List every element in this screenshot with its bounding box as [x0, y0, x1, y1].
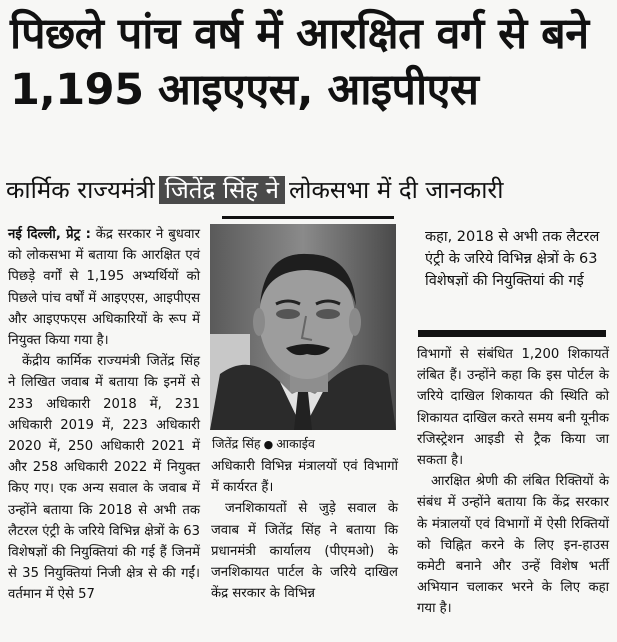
- article-column-1: [8, 224, 200, 606]
- dateline: नई दिल्ली, प्रेट्र :: [8, 227, 91, 242]
- caption-name: जितेंद्र सिंह: [212, 436, 261, 451]
- pull-quote-rule: [418, 330, 606, 337]
- article-column-3: [417, 344, 609, 620]
- column1-para1: केंद्र सरकार ने बुधवार को लोकसभा में बताया कि आरक्षित एवं पिछड़े वर्गों से 1,195 अभ्यर्थियों को पिछले पांच वर्षों में आइएएस, आइपीएस और आइएफएस अधिकारियों के रूप में नियुक्त किया गया है।: [8, 227, 200, 349]
- column3-para1: विभागों से संबंधित 1,200 शिकायतें लंबित हैं। उन्होंने कहा कि इस पोर्टल के जरिये दाखिल शिकायत की स्थिति को शिकायत दाखिल करते समय बनी यूनीक रजिस्ट्रेशन आइडी से ट्रैक किया जा सकता है।: [417, 347, 609, 469]
- minister-photo: [210, 224, 396, 430]
- pull-quote: कहा, 2018 से अभी तक लैटरल एंट्री के जरिये विभिन्न क्षेत्रों के 63 विशेषज्ञों की नियुक्तियां की गई: [425, 229, 600, 289]
- photo-top-rule: [222, 216, 394, 219]
- caption-credit: आकाईव: [276, 436, 315, 451]
- subheadline: [6, 168, 612, 212]
- subheadline-pre: कार्मिक राज्यमंत्री: [6, 176, 155, 204]
- column1-para2: केंद्रीय कार्मिक राज्यमंत्री जितेंद्र सिंह ने लिखित जवाब में बताया कि इनमें से 233 अधिकारी 2018 में, 231 अधिकारी 2019 में, 223 अधिकारी 2020 में, 250 अधिकारी 2021 में और 258 अधिकारी 2022 में नियुक्त किए गए। एक अन्य सवाल के जवाब में उन्होंने बताया कि 2018 से अभी तक लैटरल एंट्री के जरिये विभिन्न क्षेत्रों के 63 विशेषज्ञों की नियुक्तियां की गई हैं जिनमें से 35 नियुक्तियां निजी क्षेत्र से की गईं। वर्तमान में ऐसे 57: [8, 354, 200, 603]
- headline: पिछले पांच वर्ष में आरक्षित वर्ग से बने 1,195 आइएएस, आइपीएस: [10, 9, 589, 115]
- column3-para2: आरक्षित श्रेणी की लंबित रिक्तियों के संबंध में उन्होंने बताया कि केंद्र सरकार के मंत्रालयों एवं विभागों में ऐसी रिक्तियों को चिह्नित करने के लिए इन-हाउस कमेटी बनाने और उन्हें विशेष भर्ती अभियान चलाकर भरने के लिए कहा गया है।: [417, 474, 609, 617]
- column2-para1: अधिकारी विभिन्न मंत्रालयों एवं विभागों में कार्यरत हैं।: [211, 459, 398, 496]
- subheadline-post: लोकसभा में दी जानकारी: [289, 176, 504, 204]
- photo-caption: [212, 435, 315, 454]
- caption-bullet: ●: [263, 438, 274, 451]
- column2-para2: जनशिकायतों से जुड़े सवाल के जवाब में जितेंद्र सिंह ने बताया कि प्रधानमंत्री कार्यालय (पीएमओ) के जनशिकायत पार्टल के जरिये दाखिल केंद्र सरकार के विभिन्न: [211, 501, 398, 602]
- article-column-2: [211, 456, 398, 604]
- subheadline-highlight: जितेंद्र सिंह ने: [159, 176, 285, 204]
